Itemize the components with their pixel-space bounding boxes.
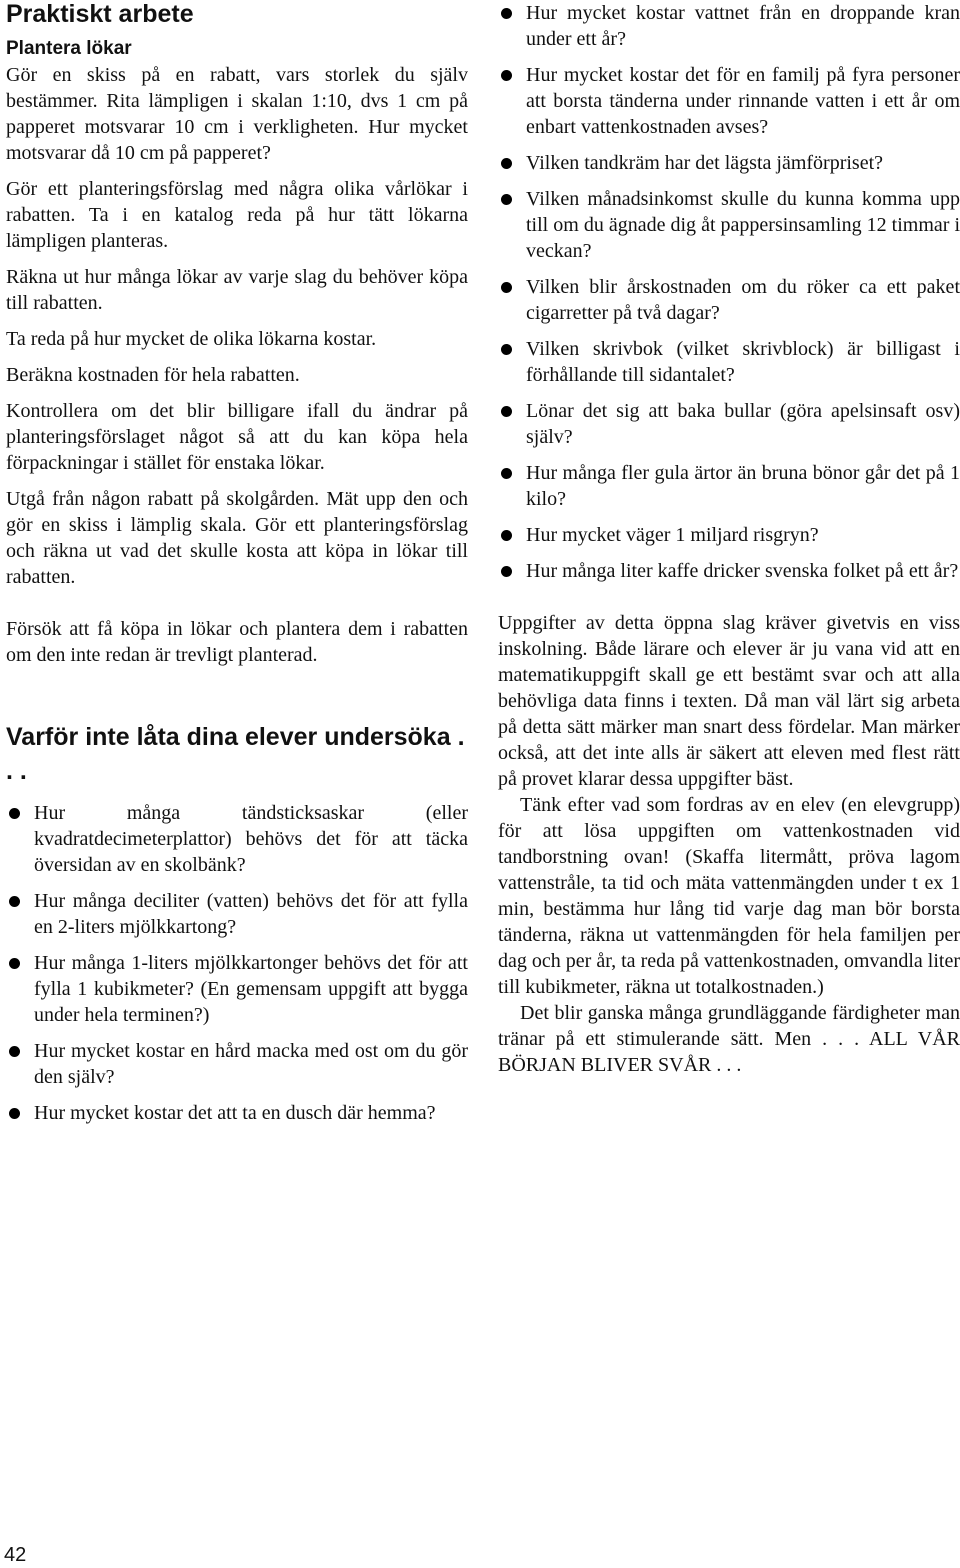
bullet-icon <box>9 808 20 819</box>
bullet-icon <box>501 468 512 479</box>
list-item: Vilken skrivbok (vilket skrivblock) är billigast i förhållande till sidantalet? <box>498 336 960 388</box>
paragraph: Kontrollera om det blir billigare ifall du ändrar på planteringsförslaget något så att du kan köpa hela förpackningar i stället för enstaka lökar. <box>6 400 468 474</box>
bullet-icon <box>9 896 20 907</box>
bullet-icon <box>501 8 512 19</box>
list-item: Hur mycket kostar det för en familj på fyra personer att borsta tänderna under rinnande vatten i ett år om enbart vattenkostnaden avses? <box>498 62 960 140</box>
section-title: Praktiskt arbete <box>6 0 194 28</box>
list-item: Hur mycket väger 1 miljard risgryn? <box>498 522 960 548</box>
list-item: Hur mycket kostar en hård macka med ost om du gör den själv? <box>6 1038 468 1090</box>
paragraph: Beräkna kostnaden för hela rabatten. <box>6 364 300 386</box>
bullet-icon <box>501 70 512 81</box>
bullet-icon <box>501 158 512 169</box>
bullet-icon <box>501 566 512 577</box>
page-number: 42 <box>4 1544 27 1566</box>
paragraph: Uppgifter av detta öppna slag kräver givetvis en viss inskolning. Både lärare och elever är ju vana vid att en matematikuppgift skall ge ett bestämt svar och att alla behövliga data finns i texten. Då man väl lärt sig arbeta på detta sätt märker man snart dess fördelar. Man märker också, att det inte alls är säkert att eleven med flest rätt på provet klarar dessa uppgifter bäst. <box>498 612 960 790</box>
question-list <box>6 800 468 1126</box>
list-item: Lönar det sig att baka bullar (göra apelsinsaft osv) själv? <box>498 398 960 450</box>
paragraph: Utgå från någon rabatt på skolgården. Mät upp den och gör en skiss i lämplig skala. Gör ett planteringsförslag och räkna ut vad det skulle kosta att köpa in lökar till rabatten. <box>6 488 468 588</box>
paragraph: Tänk efter vad som fordras av en elev (en elevgrupp) för att lösa uppgiften om vattenkostnaden vid tandborstning ovan! (Skaffa litermått, pröva lagom vattenstråle, ta tid och mäta vattenmängden under t ex 1 min, bestämma hur lång tid varje dag man bör borsta tänderna, räkna ut vattenmängden för hela familjen per dag och per år, ta reda på vattenkostnaden, omvandla liter till kubikmeter, räkna ut totalkostnaden.) <box>498 794 960 998</box>
list-item: Vilken tandkräm har det lägsta jämförpriset? <box>498 150 960 176</box>
bullet-icon <box>9 1108 20 1119</box>
question-list <box>498 0 960 584</box>
left-column <box>6 0 468 1136</box>
list-item: Hur många liter kaffe dricker svenska folket på ett år? <box>498 558 960 584</box>
list-item: Hur många 1-liters mjölkkartonger behövs det för att fylla 1 kubikmeter? (En gemensam uppgift att bygga under hela terminen?) <box>6 950 468 1028</box>
list-item: Hur många fler gula ärtor än bruna bönor går det på 1 kilo? <box>498 460 960 512</box>
bullet-icon <box>501 344 512 355</box>
list-item: Hur många deciliter (vatten) behövs det för att fylla en 2-liters mjölkkartong? <box>6 888 468 940</box>
subheading: Plantera lökar <box>6 38 132 59</box>
bullet-icon <box>501 530 512 541</box>
paragraph: Räkna ut hur många lökar av varje slag du behöver köpa till rabatten. <box>6 266 468 314</box>
list-item: Vilken blir årskostnaden om du röker ca ett paket cigarretter på två dagar? <box>498 274 960 326</box>
bullet-icon <box>501 406 512 417</box>
paragraph: Gör ett planteringsförslag med några olika vårlökar i rabatten. Ta i en katalog reda på hur tätt lökarna lämpligen planteras. <box>6 178 468 252</box>
list-item: Vilken månadsinkomst skulle du kunna komma upp till om du ägnade dig åt pappersinsamling 12 timmar i veckan? <box>498 186 960 264</box>
list-item: Hur mycket kostar vattnet från en droppande kran under ett år? <box>498 0 960 52</box>
bullet-icon <box>9 958 20 969</box>
list-item: Hur många tändsticksaskar (eller kvadratdecimeterplattor) behövs det för att täcka översidan av en skolbänk? <box>6 800 468 878</box>
right-column <box>498 0 960 1078</box>
paragraph: Ta reda på hur mycket de olika lökarna kostar. <box>6 328 377 350</box>
question-heading: Varför inte låta dina elever undersöka . . . <box>6 723 465 785</box>
bullet-icon <box>501 282 512 293</box>
bullet-icon <box>9 1046 20 1057</box>
list-item: Hur mycket kostar det att ta en dusch där hemma? <box>6 1100 468 1126</box>
paragraph: Försök att få köpa in lökar och plantera dem i rabatten om den inte redan är trevligt planterad. <box>6 618 468 666</box>
bullet-icon <box>501 194 512 205</box>
paragraph: Det blir ganska många grundläggande färdigheter man tränar på ett stimulerande sätt. Men . . . ALL VÅR BÖRJAN BLIVER SVÅR . . . <box>498 1002 960 1076</box>
paragraph: Gör en skiss på en rabatt, vars storlek du själv bestämmer. Rita lämpligen i skalan 1:10, dvs 1 cm på papperet motsvarar 10 cm i verkligheten. Hur mycket motsvarar då 10 cm på papperet? <box>6 64 468 164</box>
